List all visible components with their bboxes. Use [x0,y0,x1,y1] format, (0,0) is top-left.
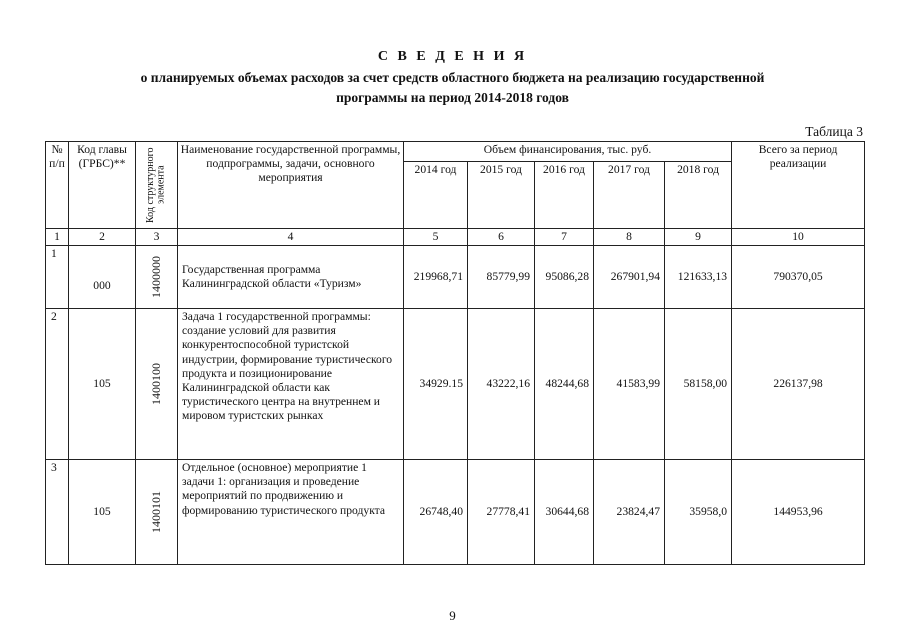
table-row [46,246,865,309]
col-number: 9 [665,229,732,246]
row-value-2017: 41583,99 [594,309,665,460]
row-struct-code [136,309,178,460]
row-total: 226137,98 [732,309,865,460]
row-value-2017: 267901,94 [594,246,665,309]
col-number: 10 [732,229,865,246]
row-value-2018: 35958,0 [665,460,732,565]
row-value-2014: 34929.15 [404,309,468,460]
col-number: 5 [404,229,468,246]
header-year-2015: 2015 год [468,162,535,229]
document-title: С В Е Д Е Н И Я [377,49,528,64]
header-row-1 [46,142,865,162]
header-code-struct [136,142,178,229]
row-name: Задача 1 государственной программы: создание условий для развития конкурентоспособной туристской индустрии, формирование туристического продукта и позиционирование Калининградской области как туристического центра на внутреннем и мировом туристских рынках [178,309,404,460]
page-number: 9 [449,608,456,623]
header-funding: Объем финансирования, тыс. руб. [404,142,732,162]
budget-table [45,141,865,565]
row-num: 1 [46,246,69,309]
row-num: 3 [46,460,69,565]
row-value-2014: 26748,40 [404,460,468,565]
row-head-code: 105 [69,460,136,565]
document-subtitle-line-1: о планируемых объемах расходов за счет средств областного бюджета на реализацию государственной [140,70,765,85]
col-number: 1 [46,229,69,246]
row-value-2016: 30644,68 [535,460,594,565]
row-head-code: 105 [69,309,136,460]
row-value-2016: 48244,68 [535,309,594,460]
header-year-2014: 2014 год [404,162,468,229]
row-value-2015: 85779,99 [468,246,535,309]
row-head-code: 000 [69,246,136,309]
col-number: 8 [594,229,665,246]
row-value-2018: 58158,00 [665,309,732,460]
header-total: Всего за период реализации [732,142,865,229]
row-struct-code [136,460,178,565]
row-value-2015: 27778,41 [468,460,535,565]
column-number-row [46,229,865,246]
row-struct-code-text: 1400000 [149,256,164,299]
col-number: 3 [136,229,178,246]
row-value-2015: 43222,16 [468,309,535,460]
header-year-2018: 2018 год [665,162,732,229]
header-name: Наименование государственной программы, подпрограммы, задачи, основного мероприятия [178,142,404,229]
document-subtitle-line-2: программы на период 2014-2018 годов [336,90,569,105]
col-number: 7 [535,229,594,246]
header-num: № п/п [46,142,69,229]
header-code-head: Код главы (ГРБС)** [69,142,136,229]
row-value-2016: 95086,28 [535,246,594,309]
header-year-2016: 2016 год [535,162,594,229]
row-value-2014: 219968,71 [404,246,468,309]
row-value-2018: 121633,13 [665,246,732,309]
row-name: Государственная программа Калининградской области «Туризм» [178,246,404,309]
table-label: Таблица 3 [805,124,863,139]
table-row [46,309,865,460]
col-number: 2 [69,229,136,246]
row-struct-code-text: 1400100 [149,363,164,406]
row-struct-code [136,246,178,309]
row-value-2017: 23824,47 [594,460,665,565]
row-total: 790370,05 [732,246,865,309]
row-total: 144953,96 [732,460,865,565]
col-number: 4 [178,229,404,246]
row-struct-code-text: 1400101 [149,491,164,534]
row-num: 2 [46,309,69,460]
row-name: Отдельное (основное) мероприятие 1 задачи 1: организация и проведение мероприятий по продвижению и формированию туристического продукта [178,460,404,565]
table-row [46,460,865,565]
header-code-struct-text: Код структурного элемента [145,147,167,223]
header-year-2017: 2017 год [594,162,665,229]
col-number: 6 [468,229,535,246]
